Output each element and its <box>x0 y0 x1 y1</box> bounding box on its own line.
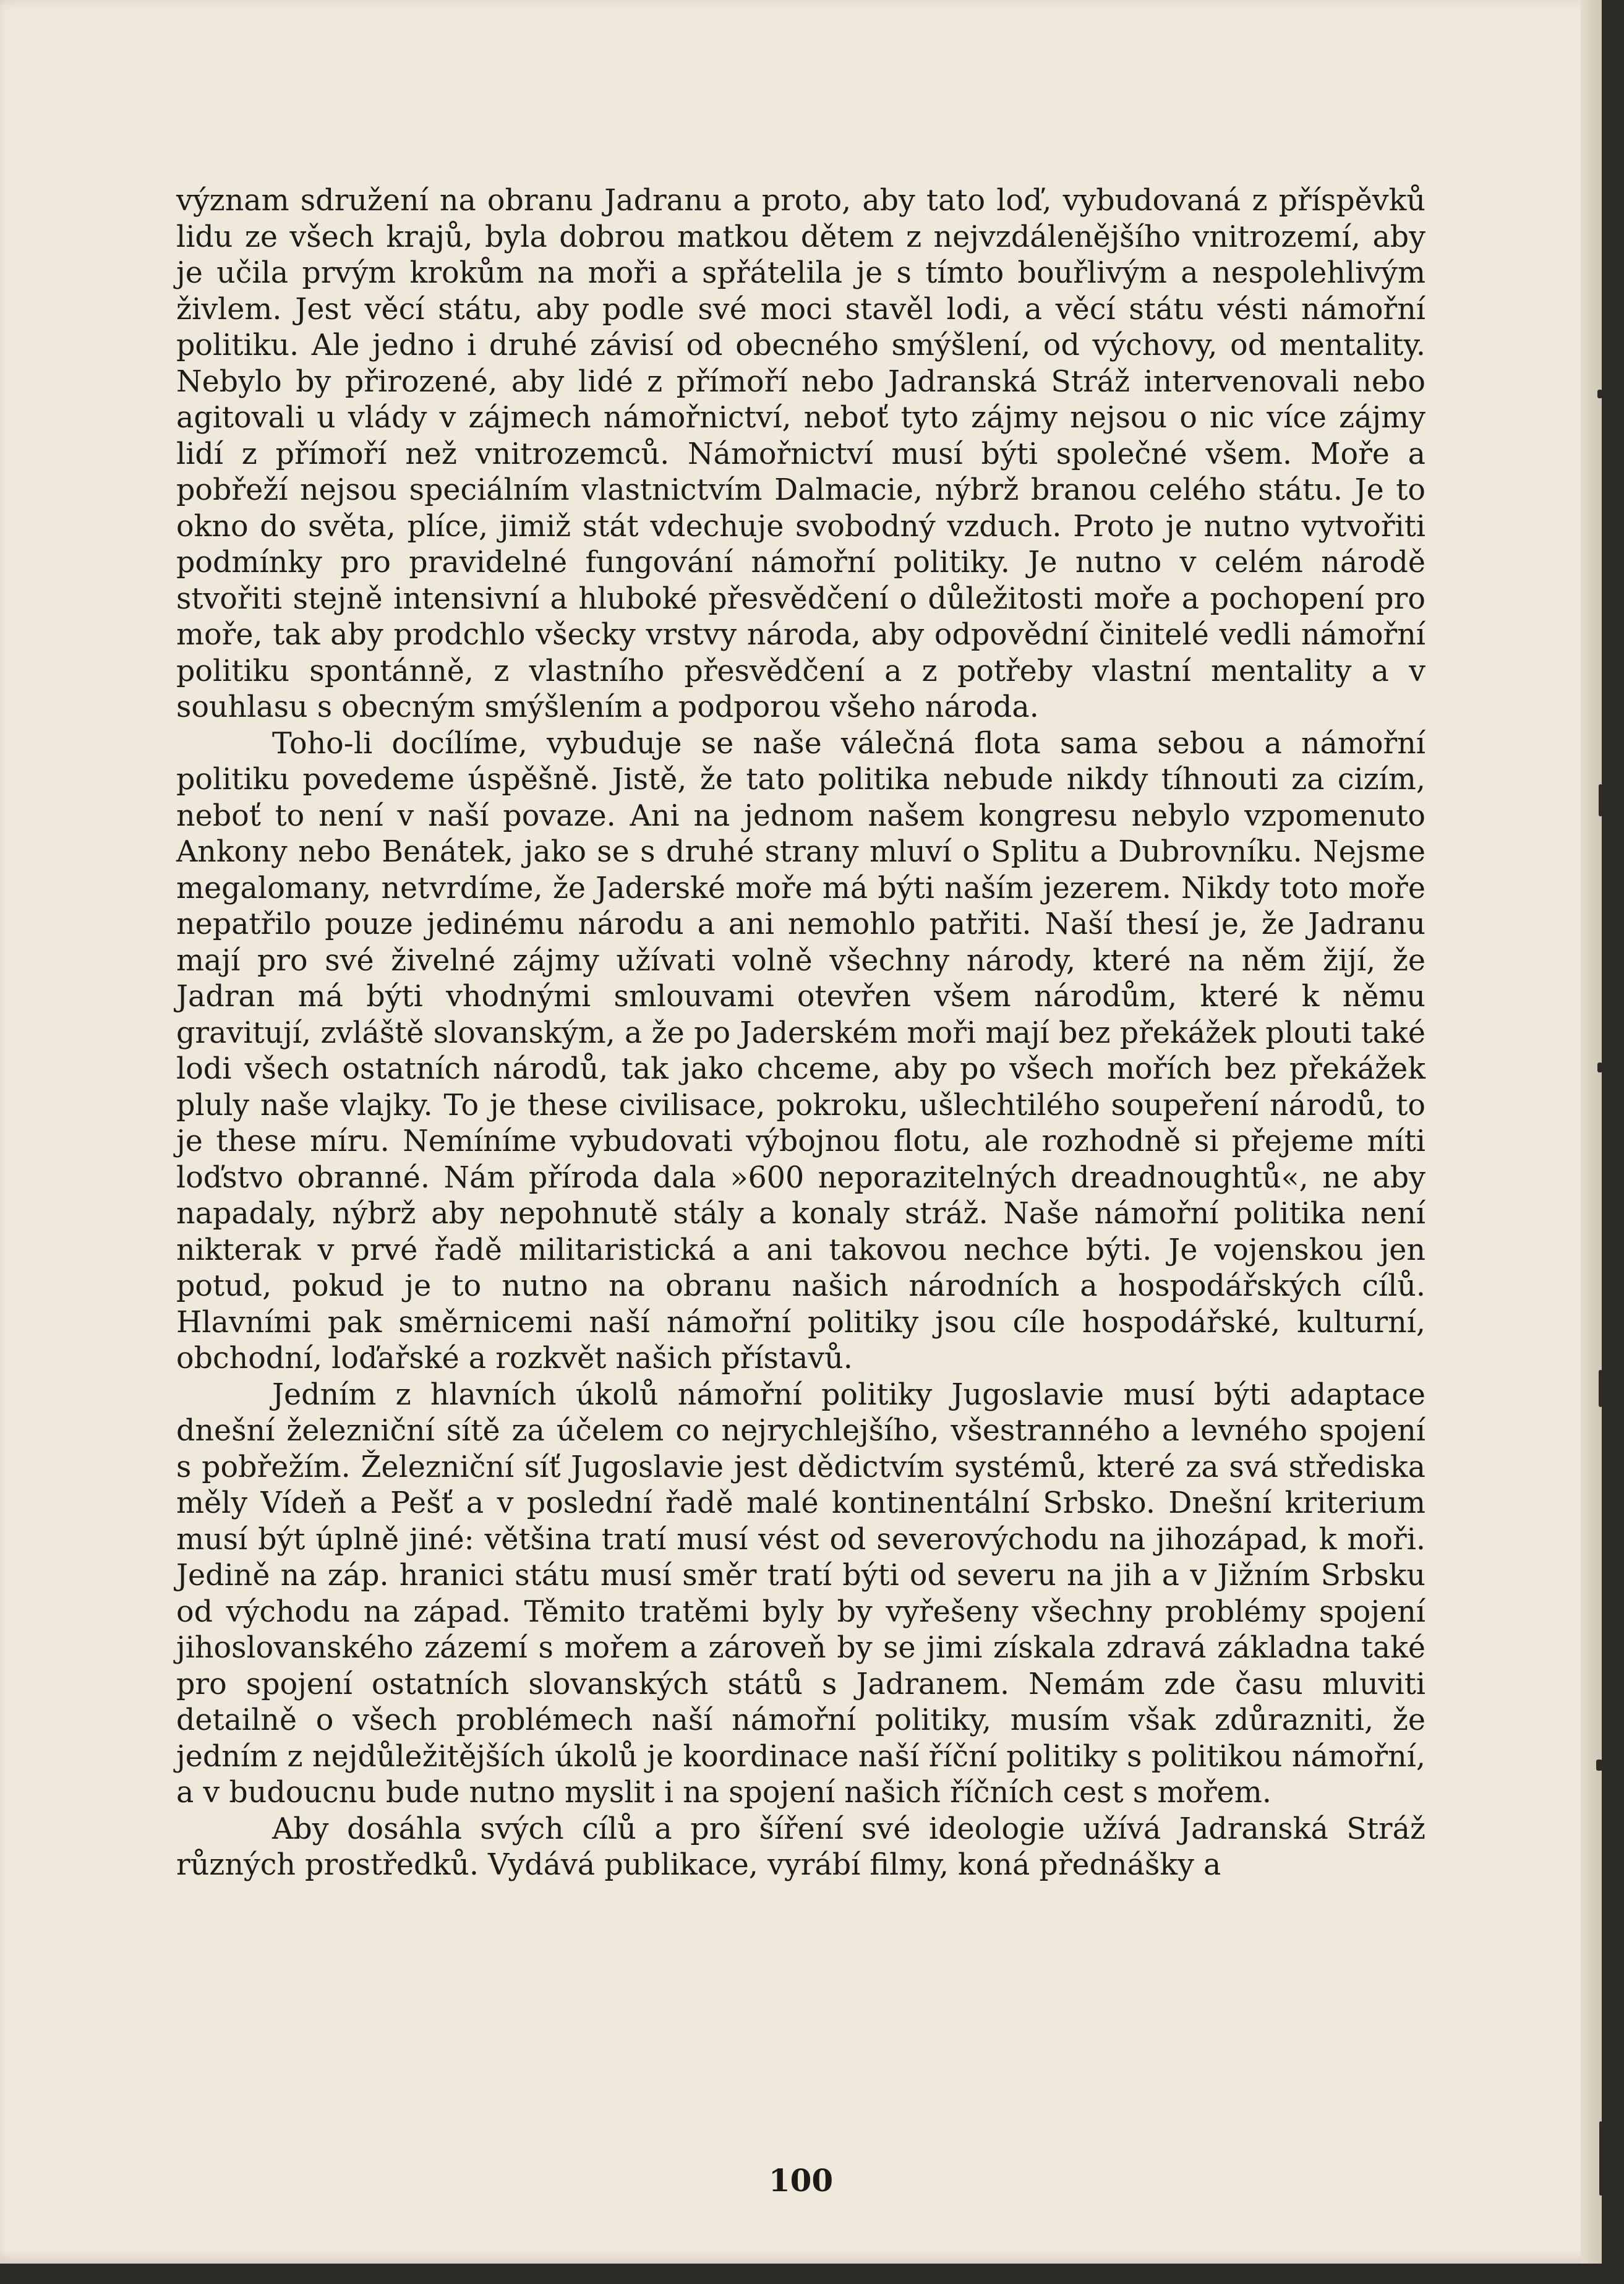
margin-mark <box>1599 1370 1602 1407</box>
margin-mark <box>1599 784 1602 816</box>
margin-mark <box>1597 1063 1602 1072</box>
page-number: 100 <box>768 2162 834 2199</box>
paragraph-3: Jedním z hlavních úkolů námořní politiky Jugoslavie musí býti adaptace dnešní železniční sítě za účelem co nejrychlejšího, všestranného a levného spojení s pobřežím. Železniční síť Jugoslavie jest dědictvím systémů, které za svá střediska měly Vídeň a Pešť a v poslední řadě malé kontinentální Srbsko. Dnešní kriterium musí být úplně jiné: většina tratí musí vést od severovýchodu na jihozápad, k moři. Jedině na záp. hranici státu musí směr tratí býti od severu na jih a v Jižním Srbsku od východu na západ. Těmito tratěmi byly by vyřešeny všechny problémy spojení jihoslovanského zázemí s mořem a zároveň by se jimi získala zdravá základna také pro spojení ostatních slovanských států s Jadranem. Nemám zde času mluviti detailně o všech problémech naší námořní politiky, musím však zdůrazniti, že jedním z nejdůležitějších úkolů je koordinace naší říční politiky s politikou námořní, a v budoucnu bude nutno myslit i na spojení našich říčních cest s mořem. <box>176 1377 1425 1810</box>
paragraph-1: význam sdružení na obranu Jadranu a proto, aby tato loď, vybudovaná z příspěvků lidu ze všech krajů, byla dobrou matkou dětem z nejvzdálenějšího vnitrozemí, aby je učila prvým krokům na moři a spřátelila je s tímto bouřlivým a nespolehlivým živlem. Jest věcí státu, aby podle své moci stavěl lodi, a věcí státu vésti námořní politiku. Ale jedno i druhé závisí od obecného smýšlení, od výchovy, od mentality. Nebylo by přirozené, aby lidé z přímoří nebo Jadranská Stráž intervenovali nebo agitovali u vlády v zájmech námořnictví, neboť tyto zájmy nejsou o nic více zájmy lidí z přímoří než vnitrozemců. Námořnictví musí býti společné všem. Moře a pobřeží nejsou speciálním vlastnictvím Dalmacie, nýbrž branou celého státu. Je to okno do světa, plíce, jimiž stát vdechuje svobodný vzduch. Proto je nutno vytvořiti podmínky pro pravidelné fungování námořní politiky. Je nutno v celém národě stvořiti stejně intensivní a hluboké přesvědčení o důležitosti moře a pochopení pro moře, tak aby prodchlo všecky vrstvy národa, aby odpovědní činitelé vedli námořní politiku spontánně, z vlastního přesvědčení a z potřeby vlastní mentality a v souhlasu s obecným smýšlením a podporou všeho národa. <box>176 184 1425 724</box>
body-text <box>176 183 1425 1884</box>
margin-mark <box>1597 390 1602 398</box>
paragraph-2: Toho-li docílíme, vybuduje se naše válečná flota sama sebou a námořní politiku povedeme úspěšně. Jistě, že tato politika nebude nikdy tíhnouti za cizím, neboť to není v naší povaze. Ani na jednom našem kongresu nebylo vzpomenuto Ankony nebo Benátek, jako se s druhé strany mluví o Splitu a Dubrovníku. Nejsme megalomany, netvrdíme, že Jaderské moře má býti naším jezerem. Nikdy toto moře nepatřilo pouze jedinému národu a ani nemohlo patřiti. Naší thesí je, že Jadranu mají pro své živelné zájmy užívati volně všechny národy, které na něm žijí, že Jadran má býti vhodnými smlouvami otevřen všem národům, které k němu gravitují, zvláště slovanským, a že po Jaderském moři mají bez překážek plouti také lodi všech ostatních národů, tak jako chceme, aby po všech mořích bez překážek pluly naše vlajky. To je these civilisace, pokroku, ušlechtilého soupeření národů, to je these míru. Nemíníme vybudovati výbojnou flotu, ale rozhodně si přejeme míti loďstvo obranné. Nám příroda dala »600 neporazitelných dreadnoughtů«, ne aby napadaly, nýbrž aby nepohnutě stály a konaly stráž. Naše námořní politika není nikterak v prvé řadě militaristická a ani takovou nechce býti. Je vojenskou jen potud, pokud je to nutno na obranu našich národních a hospodářských cílů. Hlavními pak směrnicemi naší námořní politiky jsou cíle hospodářské, kulturní, obchodní, loďařské a rozkvět našich přístavů. <box>176 726 1425 1375</box>
paragraph-4: Aby dosáhla svých cílů a pro šíření své ideologie užívá Jadranská Stráž různých prostředků. Vydává publikace, vyrábí filmy, koná přednášky a <box>176 1811 1425 1882</box>
margin-mark <box>1596 1760 1602 1771</box>
margin-mark <box>1599 2121 1602 2196</box>
binding-edge <box>1581 0 1602 2264</box>
